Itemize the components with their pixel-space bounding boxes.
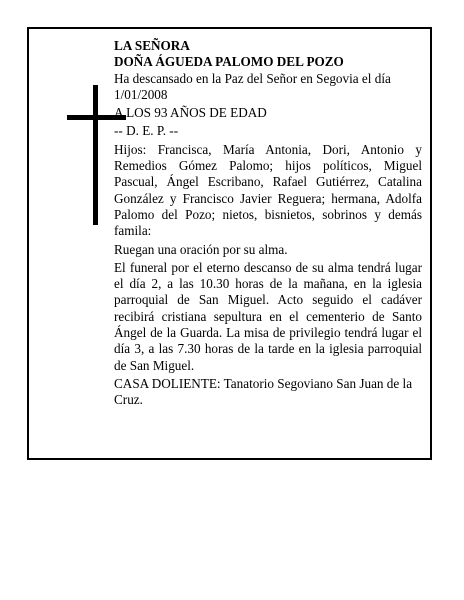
cross-icon [93,85,98,225]
rip-line: -- D. E. P. -- [114,123,179,139]
notice-body [114,38,422,411]
deceased-name: DOÑA ÁGUEDA PALOMO DEL POZO [114,54,344,70]
notice-title-line1: LA SEÑORA [114,38,190,53]
prayer-request: Ruegan una oración por su alma. [114,241,288,257]
rest-announcement: Ha descansado en la Paz del Señor en Segovia el día 1/01/2008 [114,70,391,102]
funeral-details: El funeral por el eterno descanso de su alma tendrá lugar el día 2, a las 10.30 horas de la mañana, en la iglesia parroquial de San Miguel. Acto seguido el cadáver recibirá cristiana sepultura en el cementerio de Santo Ángel de la Guarda. La misa de privilegio tendrá lugar el día 3, a las 7.30 horas de la tarde en la iglesia parroquial de San Miguel. [114,259,422,373]
family-list: Hijos: Francisca, María Antonia, Dori, Antonio y Remedios Gómez Palomo; hijos políticos, Miguel Pascual, Ángel Escribano, Rafael Gutiérrez, Catalina González y Francisco Javier Reguera; hermana, Adolfa Palomo del Pozo; nietos, bisnietos, sobrinos y demás famila: [114,141,422,239]
funeral-home: CASA DOLIENTE: Tanatorio Segoviano San Juan de la Cruz. [114,375,413,408]
age-line: A LOS 93 AÑOS DE EDAD [114,105,267,121]
